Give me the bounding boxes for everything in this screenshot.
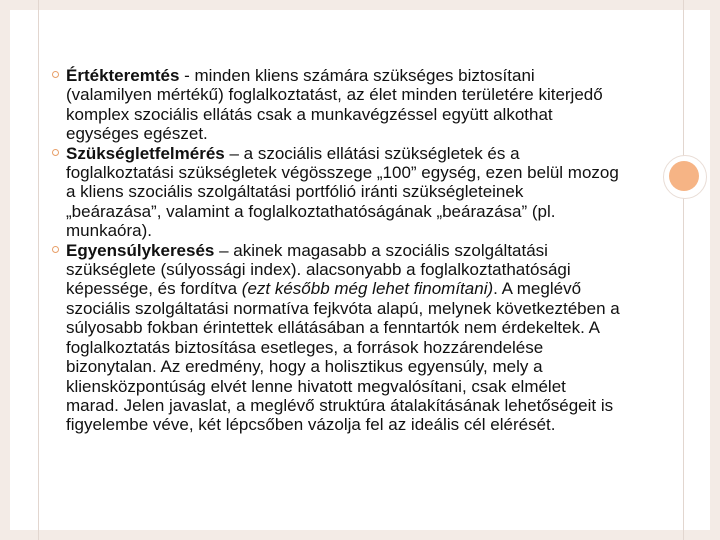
bullet-circle-icon <box>52 246 59 253</box>
right-rule <box>683 0 684 540</box>
item-desc: – a szociális ellátási szükségletek és a foglalkoztatási szükségletek végösszege „100” egység, ezen belül mozog a kliens szociális szolgáltatási portfólió iránti szükségleteinek „beárazása”, valamint a foglalkoztathatóságának „beárazása” (pl. munkaóra). <box>66 143 619 241</box>
list-item-3 <box>52 241 622 435</box>
item-text <box>66 144 622 241</box>
item-text <box>66 66 622 144</box>
item-desc-after: . A meglévő szociális szolgáltatási normatíva fejkvóta alapú, melynek következtében a súlyosabb fokban érintettek ellátásában a fenntartók nem érdekeltek. A foglalkoztatás biztosítása esetleges, a források hozzárendelése bizonytalan. Az eredmény, hogy a holisztikus egyensúly, mely a kliensközpontúság elvét lenne hivatott megvalósítani, csak elmélet marad. Jelen javaslat, a meglévő struktúra átalakításának lehetőségeit is figyelembe véve, két lépcsőben vázolja fel az ideális cél elérését. <box>66 279 620 435</box>
list-item-1 <box>52 66 622 144</box>
item-desc-before: – akinek magasabb a szociális szolgáltatási szükséglete (súlyossági index). alacsonyabb a foglalkoztathatósági képessége, és fordítva <box>66 240 571 299</box>
item-term: Szükségletfelmérés <box>66 143 225 163</box>
item-text <box>66 241 622 435</box>
list-item-2 <box>52 144 622 241</box>
bullet-circle-icon <box>52 71 59 78</box>
item-desc: - minden kliens számára szükséges biztosítani (valamilyen mértékű) foglalkoztatást, az élet minden területére kiterjedő komplex szociális ellátás csak a munkavégzéssel együtt alkothat egységes egészet. <box>66 66 603 144</box>
bullet-list <box>52 66 622 435</box>
item-desc-italic: (ezt később még lehet finomítani) <box>241 279 494 299</box>
decor-circle-inner <box>669 161 699 191</box>
left-rule <box>38 0 39 540</box>
bullet-circle-icon <box>52 149 59 156</box>
item-term: Értékteremtés <box>66 66 180 85</box>
item-term: Egyensúlykeresés <box>66 240 215 260</box>
